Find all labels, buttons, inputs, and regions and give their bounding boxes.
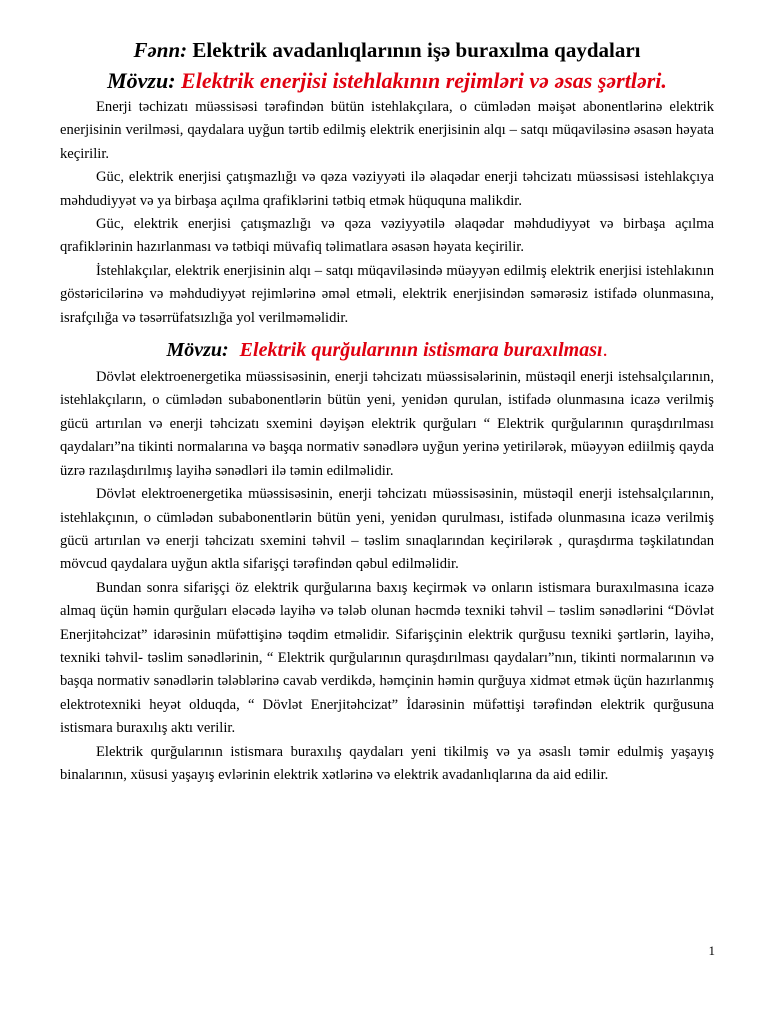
topic-label: Mövzu: xyxy=(107,68,176,93)
page-number: 1 xyxy=(708,943,715,958)
section-2-title-period: . xyxy=(602,339,608,362)
topic-title: Elektrik enerjisi istehlakının rejimləri və əsas şərtləri. xyxy=(181,68,667,93)
section-2-label: Mövzu: xyxy=(166,339,229,362)
section-2-heading xyxy=(60,336,714,364)
paragraph: İstehlakçılar, elektrik enerjisinin alqı – satqı müqaviləsində müəyyən edilmiş elektrik enerjisi istehlakının göstəricilərinə və məhdudiyyət rejimlərinə əməl etməli, elektrik enerjisindən səmərəsiz istifadə olunmasına, israfçılığa və təsərrüfatsızlığa yol verilməməlidir. xyxy=(60,262,714,326)
topic-heading xyxy=(60,67,714,95)
subject-heading xyxy=(60,0,714,64)
section-2-title: Elektrik qurğularının istismara buraxılması xyxy=(239,339,603,362)
section-1-body xyxy=(60,96,714,330)
section-2-body xyxy=(60,366,714,787)
subject-label: Fənn: xyxy=(133,38,188,62)
paragraph: Dövlət elektroenergetika müəssisəsinin, enerji təhcizatı müəssisəsinin, müstəqil enerji istehsalçılarının, istehlakçının, o cümlədən subabonentlərin bütün yeni, yenidən qurulması, istifadə olunmasına icazə verilmiş gücü artırılan və enerji təhcizatı sxemini təhvil – təslim sınaqlarından keçirilərək , quraşdırma təşkilatından mövcud qaydalara uyğun aktla sifarişçi tərəfindən qəbul edilməlidir. xyxy=(60,486,714,573)
paragraph: Bundan sonra sifarişçi öz elektrik qurğularına baxış keçirmək və onların istismara buraxılmasına icazə almaq üçün həmin qurğuları eləcədə layihə və tələb olunan həcmdə texniki təhvil – təslim sənədlərini “Dövlət Enerjitəhcizat” idarəsinin müfəttişinə təqdim etməlidir. Sifarişçinin elektrik qurğusu texniki şərtlərin, layihə, texniki təhvil- təslim sənədlərinin, “ Elektrik qurğularının quraşdırılması qaydaları”nın, tikinti normalarının və başqa normativ sənədlərin tələblərinə cavab verdikdə, həmçinin həmin qurğuya xidmət etmək üçün hazırlanmış elektrotexniki heyət olduqda, “ Dövlət Enerjitəhcizat” İdarəsinin müfəttişi tərəfindən elektrik qurğusuna istismara buraxılış aktı verilir. xyxy=(60,579,714,737)
paragraph: Güc, elektrik enerjisi çatışmazlığı və qəza vəziyyətilə əlaqədar məhdudiyyət və birbaşa açılma qrafiklərinin hazırlanması və tətbiqi müvafiq təlimatlara əsasən həyata keçirilir. xyxy=(60,216,714,256)
subject-title: Elektrik avadanlıqlarının işə buraxılma qaydaları xyxy=(192,38,641,62)
paragraph: Enerji təchizatı müəssisəsi tərəfindən bütün istehlakçılara, o cümlədən məişət abonentlərinə elektrik enerjisinin verilməsi, qaydalara uyğun tərtib edilmiş elektrik enerjisinin alqı – satqı müqaviləsinə əsasən həyata keçirilir. xyxy=(60,99,714,162)
paragraph: Dövlət elektroenergetika müəssisəsinin, enerji təhcizatı müəssisələrinin, müstəqil enerji istehsalçılarının, istehlakçıların, o cümlədən subabonentlərin bütün yeni, yenidən qurulan, istifadə olunmasına icazə verilmiş gücü artırılan və enerji təhcizatı sxemini dəyişən elektrik qurğuları “ Elektrik qurğularının quraşdırılması qaydaları”na tikinti normalarına və başqa normativ sənədlərə uyğun yerinə yetirilərək, müəyyən ediilmiş qayda üzrə razılaşdırılmış layihə sənədləri ilə təmin edilməlidir. xyxy=(60,369,714,479)
paragraph: Elektrik qurğularının istismara buraxılış qaydaları yeni tikilmiş və ya əsaslı təmir edulmiş yaşayış binalarının, xüsusi yaşayış evlərinin elektrik xətlərinə və elektrik avadanlıqlarına da aid edilir. xyxy=(60,743,714,783)
paragraph: Güc, elektrik enerjisi çatışmazlığı və qəza vəziyyəti ilə əlaqədar enerji təhcizatı müəssisəsi istehlakçıya məhdudiyyət və ya birbaşa açılma qrafiklərini tətbiq etmək hüququna malikdir. xyxy=(60,169,714,209)
